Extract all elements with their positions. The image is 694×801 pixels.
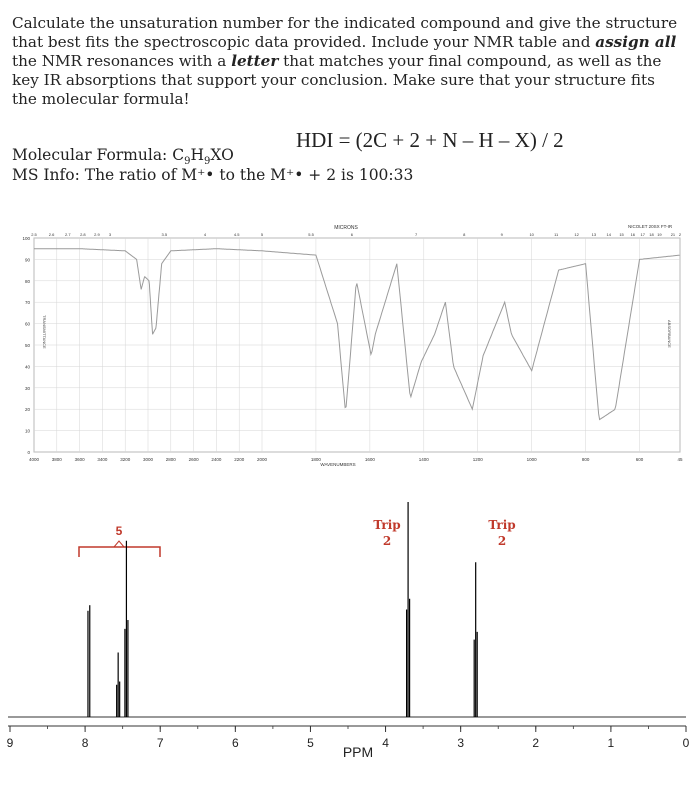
ir-x-tick-label: 3800 [51, 457, 62, 462]
ir-x-tick-label: 1400 [418, 457, 429, 462]
ir-micron-tick-label: 9 [500, 232, 503, 237]
nmr-x-tick-label: 0 [682, 736, 690, 750]
ir-micron-tick-label: 4 [203, 232, 207, 237]
prompt-part2: the NMR resonances with a [12, 52, 232, 70]
aromatic-bracket-notch [114, 541, 124, 547]
nmr-x-label: PPM [342, 744, 374, 760]
ir-spectrum [0, 220, 694, 470]
ir-micron-tick-label: 2.6 [48, 232, 55, 237]
ir-x-tick-label: 2000 [256, 457, 268, 462]
ir-bottom-label: WAVENUMBERS [320, 462, 356, 467]
question-prompt [12, 14, 684, 109]
ir-micron-tick-label: 5 [260, 232, 264, 237]
ir-micron-tick-label: 2.8 [80, 232, 86, 237]
aromatic-bracket-line [79, 547, 160, 557]
ir-x-tick-label: 2200 [234, 457, 245, 462]
ir-left-vertical-label: TRANSMITTANCE [42, 315, 47, 349]
ir-x-tick-label: 3000 [142, 457, 154, 462]
nmr-x-tick-label: 8 [81, 736, 89, 750]
ir-y-tick-label: 100 [22, 236, 30, 241]
ir-x-tick-label: 2600 [188, 457, 199, 462]
ir-micron-tick-label: 13 [591, 232, 597, 237]
molecular-formula [12, 146, 234, 167]
nmr-x-tick-label: 2 [532, 736, 540, 750]
ir-micron-tick-label: 11 [554, 232, 559, 237]
ir-micron-tick-label: 2.5 [31, 232, 37, 237]
trip2-label: Trip [488, 518, 516, 532]
ir-micron-tick-label: 21 [670, 232, 676, 237]
nmr-x-tick-label: 4 [382, 736, 389, 750]
ir-micron-tick-label: 3 [108, 232, 112, 237]
ir-x-tick-label: 2800 [165, 457, 176, 462]
aromatic-bracket [79, 524, 160, 557]
ir-x-tick-label: 600 [635, 457, 644, 462]
ir-y-tick-label: 20 [24, 407, 30, 413]
ir-y-tick-label: 0 [27, 450, 30, 455]
ir-y-tick-label: 40 [24, 364, 30, 370]
ir-x-tick-label: 45 [677, 457, 683, 462]
prompt-letter: letter [231, 52, 279, 70]
ms-info: MS Info: The ratio of M⁺• to the M⁺• + 2 is 100:33 [12, 166, 414, 184]
molecular-formula-label: Molecular Formula: [12, 146, 173, 164]
ir-y-tick-label: 50 [24, 343, 30, 348]
hdi-formula: HDI = (2C + 2 + N – H – X) / 2 [296, 128, 564, 152]
ir-micron-tick-label: 15 [619, 232, 624, 237]
ir-micron-tick-label: 3.5 [161, 232, 168, 237]
trip1-count: 2 [382, 534, 392, 548]
ir-micron-ticks [31, 232, 682, 237]
ir-micron-tick-label: 10 [529, 232, 534, 237]
molecular-formula-value: $C_9H_9XO$ [172, 146, 234, 168]
ir-x-tick-label: 3400 [97, 457, 108, 462]
ir-x-tick-label: 800 [581, 457, 590, 462]
ir-y-ticks [22, 236, 30, 455]
ir-micron-tick-label: 17 [640, 232, 645, 237]
ir-x-tick-label: 4000 [28, 457, 40, 462]
ir-x-tick-label: 1200 [472, 457, 483, 462]
ir-micron-tick-label: 6 [350, 232, 354, 237]
ir-micron-tick-label: 7 [414, 232, 418, 237]
ir-x-tick-label: 3600 [74, 457, 85, 462]
ir-micron-tick-label: 8 [463, 232, 466, 237]
nmr-x-tick-label: 9 [6, 736, 14, 750]
ir-micron-tick-label: 2.9 [94, 232, 100, 237]
nmr-x-tick-label: 1 [607, 736, 615, 750]
nmr-x-tick-label: 3 [457, 736, 465, 750]
nmr-x-tick-label: 7 [156, 736, 164, 750]
trip1-label: Trip [373, 518, 401, 532]
aromatic-integration: 5 [115, 524, 123, 538]
ir-micron-tick-label: 2 [678, 232, 682, 237]
prompt-part1: Calculate the unsaturation number for the indicated compound and give the structure that best fits the spectroscopic data provided. Include your NMR table and [12, 14, 678, 51]
ir-x-tick-label: 3200 [120, 457, 131, 462]
ir-y-tick-label: 60 [24, 321, 30, 327]
prompt-assign-all: assign all [595, 33, 677, 51]
trip2-count: 2 [497, 534, 507, 548]
nmr-spectrum [0, 495, 694, 795]
ir-micron-tick-label: 4.5 [233, 232, 240, 237]
ir-x-ticks [29, 457, 683, 462]
ir-top-label: MICRONS [334, 225, 358, 231]
ir-y-tick-label: 10 [24, 428, 30, 434]
nmr-x-tick-label: 5 [307, 736, 314, 750]
ir-micron-tick-label: 18 [649, 232, 654, 237]
ir-instrument-label: NICOLET 20SX FT-IR [628, 224, 673, 229]
ir-micron-tick-label: 2.7 [64, 232, 71, 237]
nmr-peaks [88, 502, 477, 717]
ir-x-tick-label: 2400 [211, 457, 222, 462]
ir-x-tick-label: 1000 [526, 457, 537, 462]
ir-micron-tick-label: 16 [630, 232, 636, 237]
ir-y-tick-label: 90 [24, 257, 30, 263]
ir-micron-tick-label: 14 [606, 232, 611, 237]
ir-micron-tick-label: 12 [574, 232, 579, 237]
ir-y-tick-label: 30 [24, 385, 30, 391]
ir-y-tick-label: 80 [24, 278, 30, 284]
ir-micron-tick-label: 19 [657, 232, 662, 237]
ir-micron-tick-label: 5.5 [308, 232, 314, 237]
prompt-part3: that matches your final compound, as well as the key IR absorptions that support your conclusion. Make sure that your structure fits the molecular formula! [12, 52, 662, 108]
nmr-x-tick-label: 6 [231, 736, 239, 750]
ir-right-vertical-label: ABSORBANCE [667, 320, 672, 348]
ir-x-tick-label: 1800 [310, 457, 321, 462]
ir-y-tick-label: 70 [24, 300, 30, 306]
ir-x-tick-label: 1600 [364, 457, 375, 462]
